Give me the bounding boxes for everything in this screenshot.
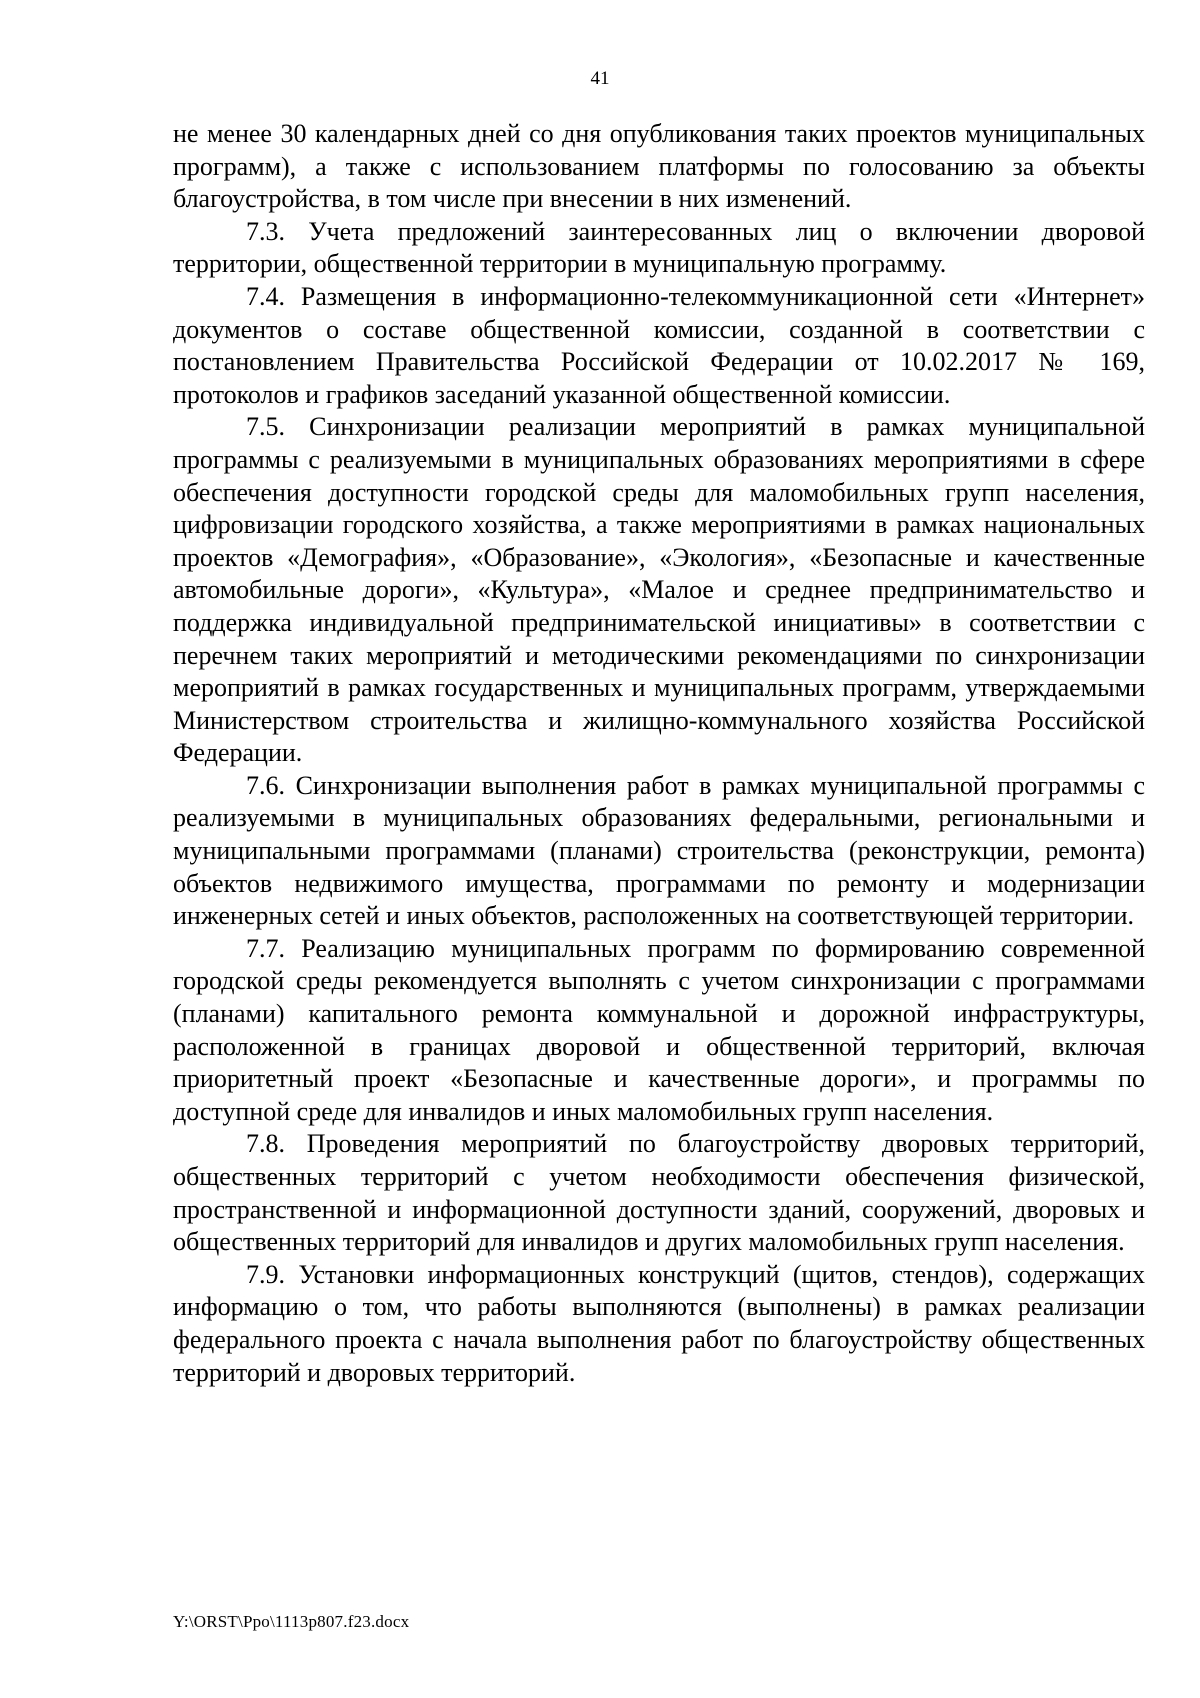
document-body — [173, 118, 1145, 1389]
paragraph-7-6: 7.6. Синхронизации выполнения работ в рамках муниципальной программы с реализуемыми в муниципальных образованиях федеральными, региональными и муниципальными программами (планами) строительства (реконструкции, ремонта) объектов недвижимого имущества, программами по ремонту и модернизации инженерных сетей и иных объектов, расположенных на соответствующей территории. — [173, 770, 1145, 931]
paragraph-7-3: 7.3. Учета предложений заинтересованных лиц о включении дворовой территории, общественной территории в муниципальную программу. — [173, 216, 1145, 279]
paragraph-7-8: 7.8. Проведения мероприятий по благоустройству дворовых территорий, общественных территорий с учетом необходимости обеспечения физической, пространственной и информационной доступности зданий, сооружений, дворовых и общественных территорий для инвалидов и других маломобильных групп населения. — [173, 1129, 1145, 1257]
paragraph-7-7: 7.7. Реализацию муниципальных программ по формированию современной городской среды рекомендуется выполнять с учетом синхронизации с программами (планами) капитального ремонта коммунальной и дорожной инфраструктуры, расположенной в границах дворовой и общественной территорий, включая приоритетный проект «Безопасные и качественные дороги», и программы по доступной среде для инвалидов и иных маломобильных групп населения. — [173, 933, 1145, 1126]
footer-file-path: Y:\ORST\Ppo\1113p807.f23.docx — [173, 1612, 410, 1631]
paragraph-7-9: 7.9. Установки информационных конструкций (щитов, стендов), содержащих информацию о том, что работы выполняются (выполнены) в рамках реализации федерального проекта с начала выполнения работ по благоустройству общественных территорий и дворовых территорий. — [173, 1259, 1145, 1387]
page-number: 41 — [590, 68, 610, 89]
paragraph-7-5: 7.5. Синхронизации реализации мероприятий в рамках муниципальной программы с реализуемыми в муниципальных образованиях мероприятиями в сфере обеспечения доступности городской среды для маломобильных групп населения, цифровизации городского хозяйства, а также мероприятиями в рамках национальных проектов «Демография», «Образование», «Экология», «Безопасные и качественные автомобильные дороги», «Культура», «Малое и среднее предпринимательство и поддержка индивидуальной предпринимательской инициативы» в соответствии с перечнем таких мероприятий и методическими рекомендациями по синхронизации мероприятий в рамках государственных и муниципальных программ, утверждаемыми Министерством строительства и жилищно-коммунального хозяйства Российской Федерации. — [173, 412, 1145, 768]
paragraph-continuation: не менее 30 календарных дней со дня опубликования таких проектов муниципальных программ), а также с использованием платформы по голосованию за объекты благоустройства, в том числе при внесении в них изменений. — [173, 119, 1145, 214]
paragraph-7-4: 7.4. Размещения в информационно-телекоммуникационной сети «Интернет» документов о составе общественной комиссии, созданной в соответствии с постановлением Правительства Российской Федерации от 10.02.2017 № 169, протоколов и графиков заседаний указанной общественной комиссии. — [173, 281, 1145, 409]
